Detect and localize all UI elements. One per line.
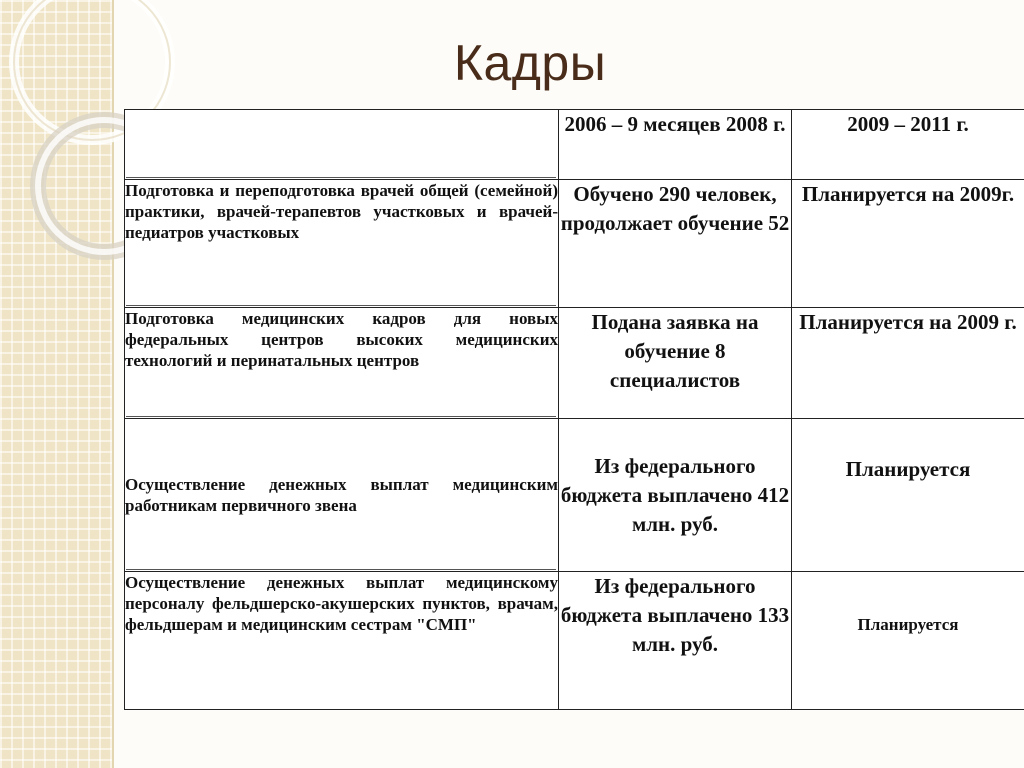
cell-inner-rule [126,569,556,570]
row-label-training-federal-centers: Подготовка медицинских кадров для новых федеральных центров высоких медицинских технологий и перинатальных центров [125,308,559,419]
cell-inner-rule [126,177,556,178]
cell-inner-rule [126,416,556,417]
row-value-period2: Планируется на 2009 г. [792,308,1024,419]
row-value-period2: Планируется [792,572,1024,710]
row-label-training-doctors: Подготовка и переподготовка врачей общей (семейной) практики, врачей-терапевтов участковых и врачей-педиатров участковых [125,180,559,308]
row-label-payments-primary: Осуществление денежных выплат медицинским работникам первичного звена [125,419,559,572]
table-row [125,419,1024,572]
table-row [125,180,1024,308]
header-empty-cell [125,110,559,180]
header-period-2009-2011: 2009 – 2011 г. [792,110,1024,180]
staff-table [124,109,1024,710]
row-value-period2: Планируется [792,419,1024,572]
table-row [125,572,1024,710]
table-header-row [125,110,1024,180]
row-value-period1: Обучено 290 человек, продолжает обучение 52 [559,180,792,308]
row-value-period1: Из федерального бюджета выплачено 412 млн. руб. [559,419,792,572]
slide-title: Кадры [453,35,607,91]
row-value-period1: Из федерального бюджета выплачено 133 млн. руб. [559,572,792,710]
table-row [125,308,1024,419]
cell-inner-rule [126,305,556,306]
header-period-2006-2008: 2006 – 9 месяцев 2008 г. [559,110,792,180]
row-value-period1: Подана заявка на обучение 8 специалистов [559,308,792,419]
row-label-payments-fap-smp: Осуществление денежных выплат медицинскому персоналу фельдшерско-акушерских пунктов, врачам, фельдшерам и медицинским сестрам "СМП" [125,572,559,710]
row-value-period2: Планируется на 2009г. [792,180,1024,308]
